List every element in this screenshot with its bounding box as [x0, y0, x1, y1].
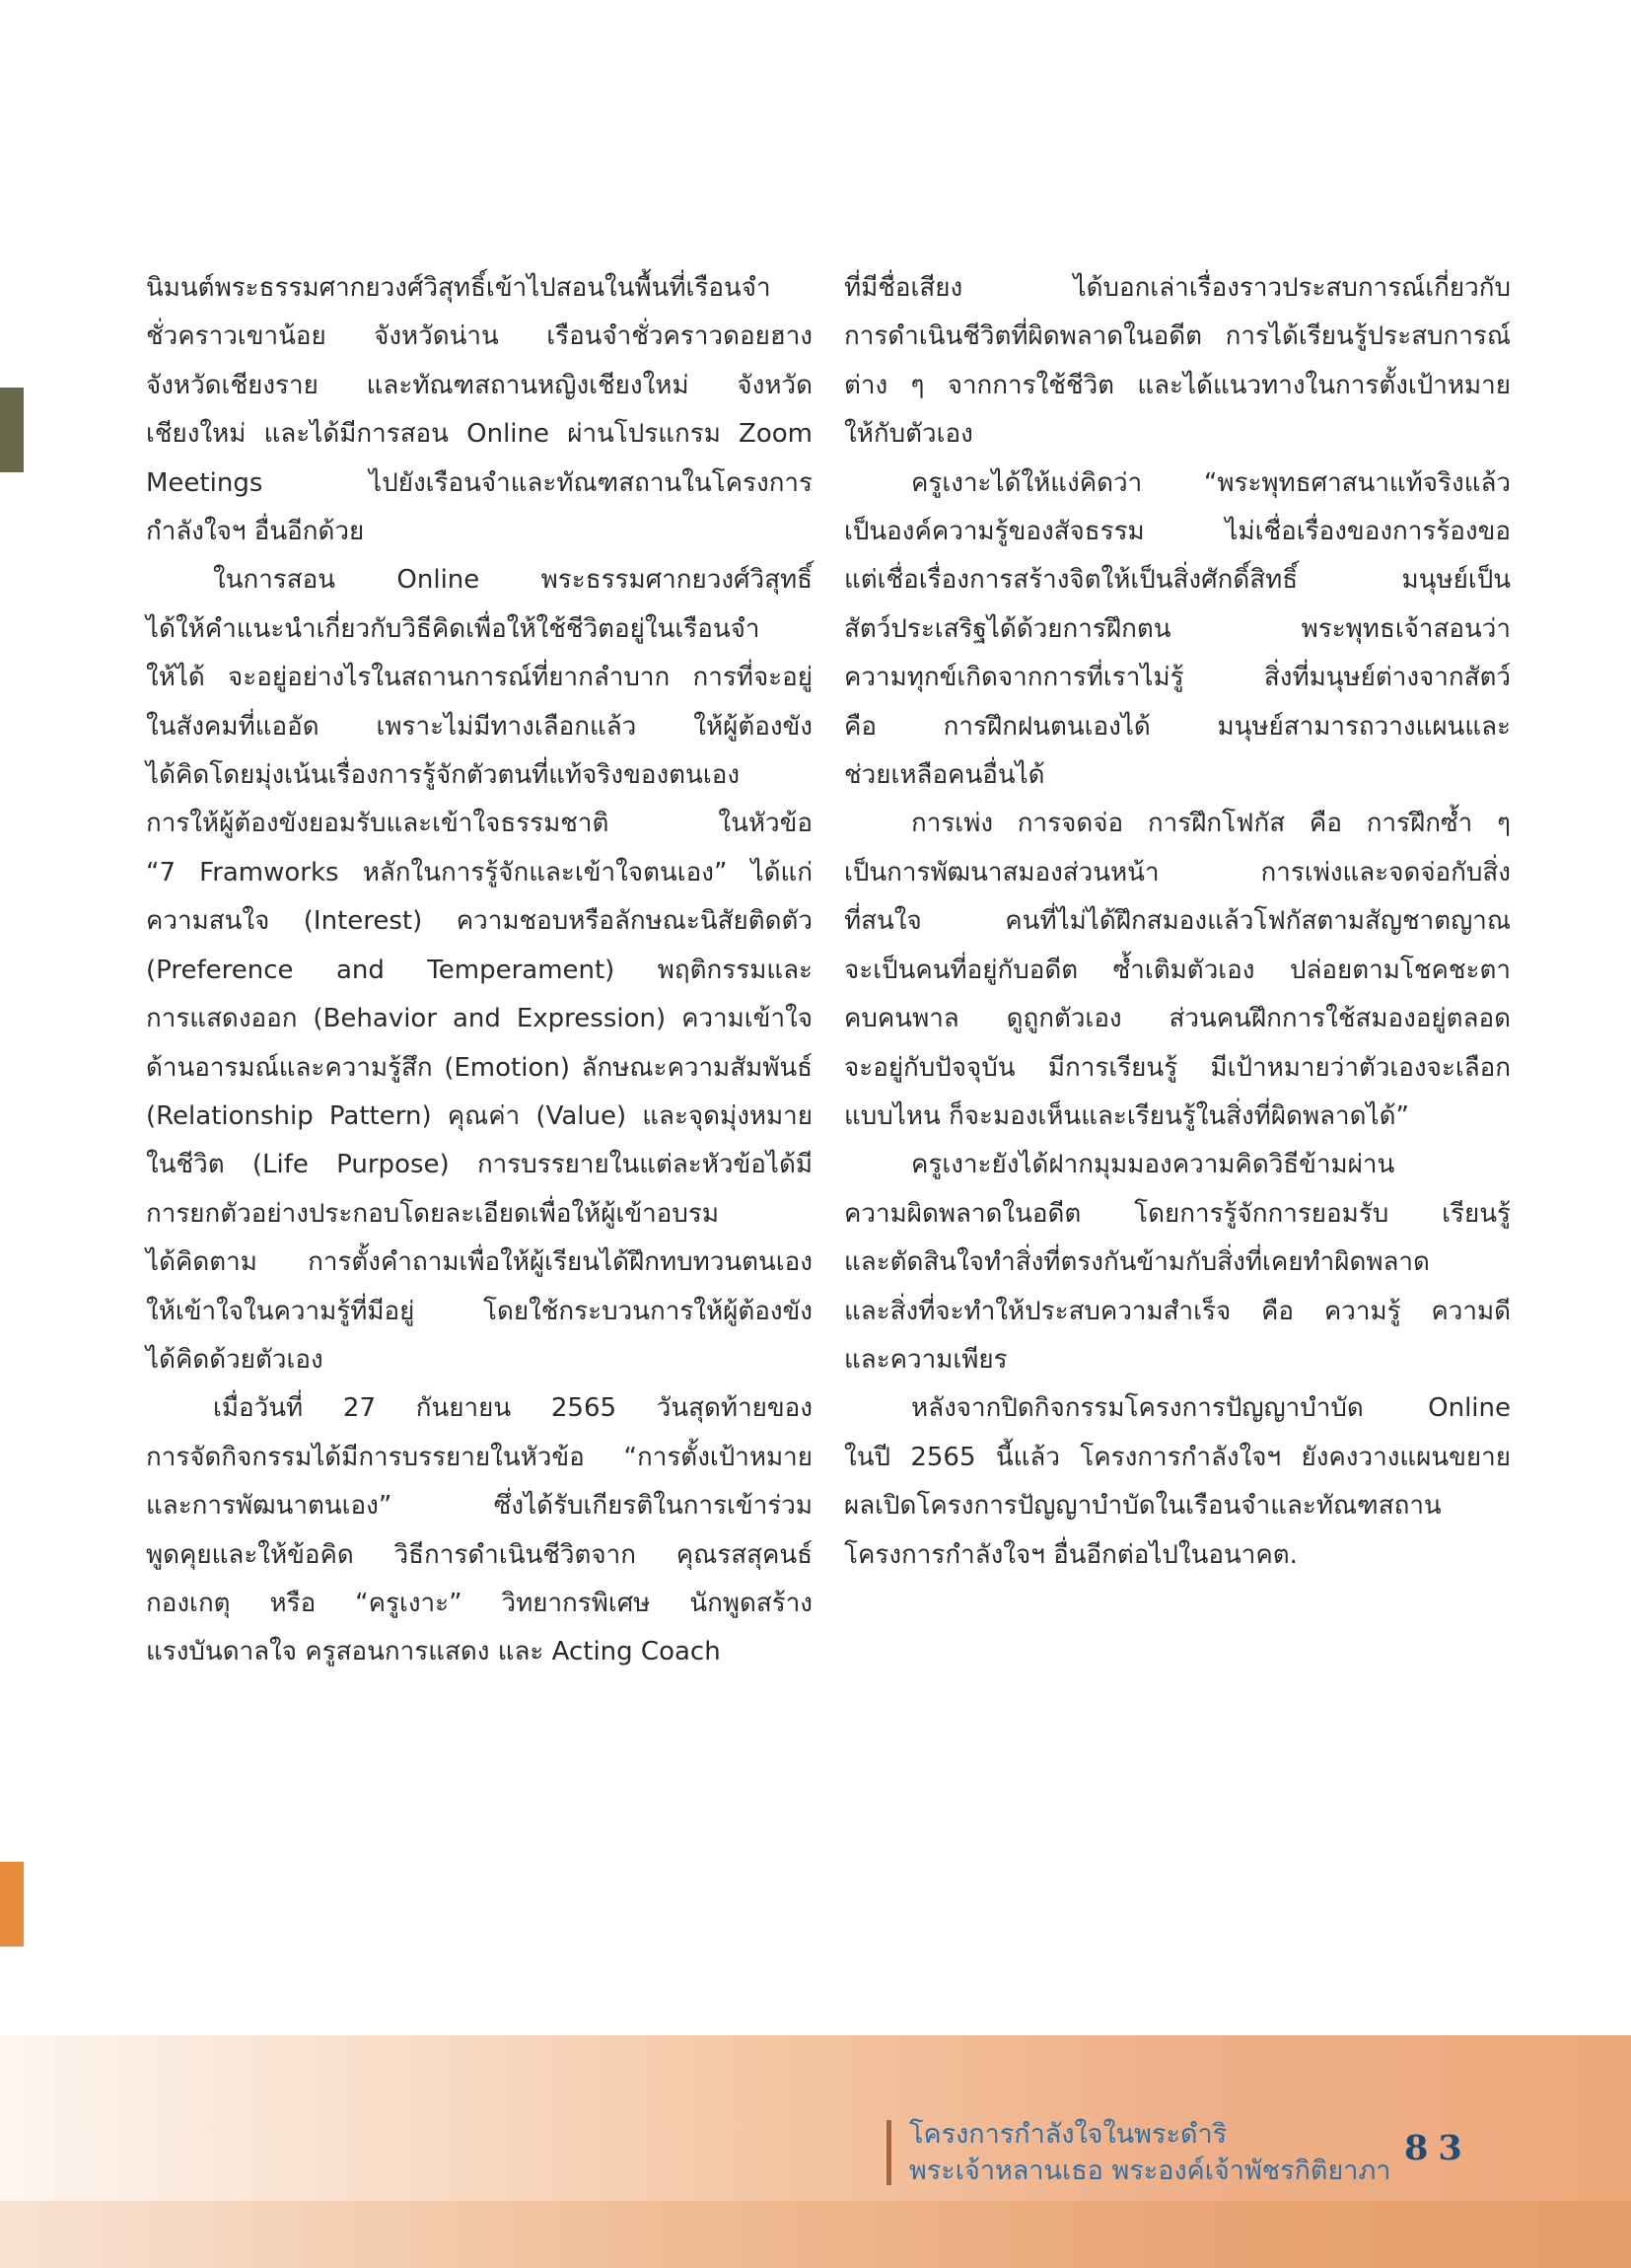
text-line: ได้คิดโดยมุ่งเน้นเรื่องการรู้จักตัวตนที่แท้จริงของตนเอง	[146, 760, 741, 791]
text-line: การเพ่ง การจดจ่อ การฝึกโฟกัส คือ การฝึกซ้ำ ๆ	[911, 809, 1511, 839]
text-line: เมื่อวันที่ 27 กันยายน 2565 วันสุดท้ายของ	[213, 1393, 813, 1424]
text-line: คบคนพาล ดูถูกตัวเอง ส่วนคนฝึกการใช้สมองอยู่ตลอด	[844, 1004, 1511, 1034]
text-line: ความผิดพลาดในอดีต โดยการรู้จักการยอมรับ เรียนรู้	[844, 1198, 1511, 1229]
text-line: ในปี 2565 นี้แล้ว โครงการกำลังใจฯ ยังคงวางแผนขยาย	[844, 1442, 1511, 1472]
text-line: ความสนใจ (Interest) ความชอบหรือลักษณะนิสัยติดตัว	[146, 906, 813, 937]
text-line: ในสังคมที่แออัด เพราะไม่มีทางเลือกแล้ว ให้ผู้ต้องขัง	[146, 711, 813, 742]
text-line: คือ การฝึกฝนตนเองได้ มนุษย์สามารถวางแผนและ	[844, 711, 1511, 742]
text-line: Meetings ไปยังเรือนจำและทัณฑสถานในโครงการ	[146, 467, 813, 498]
paragraph	[146, 264, 813, 556]
text-line: แบบไหน ก็จะมองเห็นและเรียนรู้ในสิ่งที่ผิดพลาดได้”	[844, 1100, 1409, 1131]
text-line: แต่เชื่อเรื่องการสร้างจิตให้เป็นสิ่งศักดิ์สิทธิ์ มนุษย์เป็น	[844, 565, 1511, 596]
text-line: จะเป็นคนที่อยู่กับอดีต ซ้ำเติมตัวเอง ปล่อยตามโชคชะตา	[844, 955, 1511, 985]
paragraph	[146, 556, 813, 1384]
paragraph	[844, 264, 1511, 460]
text-line: โครงการกำลังใจฯ อื่นอีกต่อไปในอนาคต.	[844, 1539, 1298, 1570]
text-line: เป็นองค์ความรู้ของสัจธรรม ไม่เชื่อเรื่องของการร้องขอ	[844, 517, 1511, 547]
text-line: เป็นการพัฒนาสมองส่วนหน้า การเพ่งและจดจ่อกับสิ่ง	[844, 857, 1511, 887]
text-line: แรงบันดาลใจ ครูสอนการแสดง และ Acting Coach	[146, 1637, 721, 1667]
paragraph	[844, 800, 1511, 1141]
text-line: (Preference and Temperament) พฤติกรรมและ	[146, 955, 813, 985]
text-line: หลังจากปิดกิจกรรมโครงการปัญญาบำบัด Online	[911, 1393, 1511, 1424]
text-line: ความทุกข์เกิดจากการที่เราไม่รู้ สิ่งที่มนุษย์ต่างจากสัตว์	[844, 663, 1511, 693]
text-line: “7 Framworks หลักในการรู้จักและเข้าใจตนเอง” ได้แก่	[146, 857, 813, 887]
text-line: ที่มีชื่อเสียง ได้บอกเล่าเรื่องราวประสบการณ์เกี่ยวกับ	[844, 273, 1511, 303]
text-line: การดำเนินชีวิตที่ผิดพลาดในอดีต การได้เรียนรู้ประสบการณ์	[844, 321, 1511, 352]
text-line: ให้ได้ จะอยู่อย่างไรในสถานการณ์ที่ยากลำบาก การที่จะอยู่	[146, 663, 813, 693]
footer-caption	[909, 2116, 1390, 2189]
chapter-tab-olive	[0, 388, 24, 472]
text-line: ในการสอน Online พระธรรมศากยวงศ์วิสุทธิ์	[213, 565, 813, 596]
footer-project-title: โครงการกำลังใจในพระดำริ	[909, 2119, 1228, 2150]
text-line: และการพัฒนาตนเอง” ซึ่งได้รับเกียรติในการเข้าร่วม	[146, 1491, 813, 1522]
text-line: ช่วยเหลือคนอื่นได้	[844, 760, 1045, 791]
text-line: ให้กับตัวเอง	[844, 419, 973, 450]
text-line: ในชีวิต (Life Purpose) การบรรยายในแต่ละหัวข้อได้มี	[146, 1150, 813, 1180]
text-line: และตัดสินใจทำสิ่งที่ตรงกันข้ามกับสิ่งที่เคยทำผิดพลาด	[844, 1247, 1430, 1278]
paragraph	[844, 1384, 1511, 1580]
footer-accent-bar	[886, 2120, 891, 2185]
text-line: ได้ให้คำแนะนำเกี่ยวกับวิธีคิดเพื่อให้ใช้ชีวิตอยู่ในเรือนจำ	[146, 613, 760, 644]
text-column-right	[844, 264, 1511, 1580]
text-line: กำลังใจฯ อื่นอีกด้วย	[146, 517, 365, 547]
text-line: ได้คิดด้วยตัวเอง	[146, 1344, 323, 1375]
text-line: การให้ผู้ต้องขังยอมรับและเข้าใจธรรมชาติ ในหัวข้อ	[146, 809, 813, 839]
text-line: กองเกตุ หรือ “ครูเงาะ” วิทยากรพิเศษ นักพูดสร้าง	[146, 1588, 813, 1618]
page-number: 83	[1404, 2128, 1472, 2168]
text-line: และสิ่งที่จะทำให้ประสบความสำเร็จ คือ ความรู้ ความดี	[844, 1296, 1511, 1326]
text-line: และความเพียร	[844, 1344, 1008, 1375]
text-line: จะอยู่กับปัจจุบัน มีการเรียนรู้ มีเป้าหมายว่าตัวเองจะเลือก	[844, 1052, 1511, 1083]
text-line: นิมนต์พระธรรมศากยวงศ์วิสุทธิ์เข้าไปสอนในพื้นที่เรือนจำ	[146, 273, 771, 303]
text-line: ต่าง ๆ จากการใช้ชีวิต และได้แนวทางในการตั้งเป้าหมาย	[844, 370, 1511, 400]
text-line: (Relationship Pattern) คุณค่า (Value) และจุดมุ่งหมาย	[146, 1100, 813, 1131]
text-line: ที่สนใจ คนที่ไม่ได้ฝึกสมองแล้วโฟกัสตามสัญชาตญาณ	[844, 906, 1511, 937]
text-line: เชียงใหม่ และได้มีการสอน Online ผ่านโปรแกรม Zoom	[146, 419, 813, 450]
text-line: การแสดงออก (Behavior and Expression) ความเข้าใจ	[146, 1004, 813, 1034]
text-line: จังหวัดเชียงราย และทัณฑสถานหญิงเชียงใหม่ จังหวัด	[146, 370, 813, 400]
paragraph	[844, 460, 1511, 801]
paragraph	[844, 1141, 1511, 1384]
footer-project-subtitle: พระเจ้าหลานเธอ พระองค์เจ้าพัชรกิติยาภา	[909, 2156, 1391, 2186]
footer-bottom-strip	[0, 2201, 1631, 2268]
text-line: สัตว์ประเสริฐได้ด้วยการฝึกตน พระพุทธเจ้าสอนว่า	[844, 613, 1511, 644]
text-line: การยกตัวอย่างประกอบโดยละเอียดเพื่อให้ผู้เข้าอบรม	[146, 1198, 720, 1229]
chapter-tab-orange	[0, 1862, 24, 1947]
text-line: ได้คิดตาม การตั้งคำถามเพื่อให้ผู้เรียนได้ฝึกทบทวนตนเอง	[146, 1247, 813, 1278]
text-line: ชั่วคราวเขาน้อย จังหวัดน่าน เรือนจำชั่วคราวดอยฮาง	[146, 321, 813, 352]
text-line: พูดคุยและให้ข้อคิด วิธีการดำเนินชีวิตจาก คุณรสสุคนธ์	[146, 1539, 813, 1570]
text-line: การจัดกิจกรรมได้มีการบรรยายในหัวข้อ “การตั้งเป้าหมาย	[146, 1442, 813, 1472]
text-line: ให้เข้าใจในความรู้ที่มีอยู่ โดยใช้กระบวนการให้ผู้ต้องขัง	[146, 1296, 813, 1326]
text-line: ครูเงาะยังได้ฝากมุมมองความคิดวิธีข้ามผ่าน	[911, 1150, 1395, 1180]
text-line: ด้านอารมณ์และความรู้สึก (Emotion) ลักษณะความสัมพันธ์	[146, 1052, 813, 1083]
text-line: ผลเปิดโครงการปัญญาบำบัดในเรือนจำและทัณฑสถาน	[844, 1491, 1442, 1522]
paragraph	[146, 1384, 813, 1676]
text-column-left	[146, 264, 813, 1677]
text-line: ครูเงาะได้ให้แง่คิดว่า “พระพุทธศาสนาแท้จริงแล้ว	[911, 467, 1511, 498]
